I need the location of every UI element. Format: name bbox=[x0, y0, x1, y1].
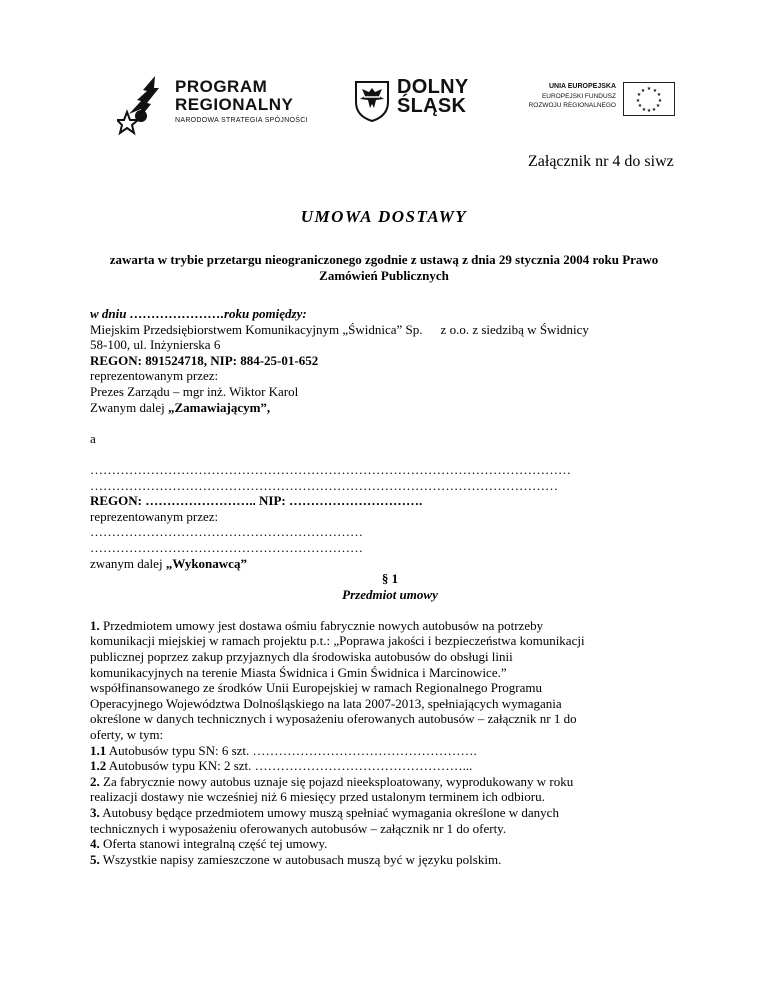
line-text: Autobusy będące przedmiotem umowy muszą spełniać wymagania określone w danych bbox=[99, 805, 559, 820]
called-wykonawca: „Wykonawcą” bbox=[165, 555, 247, 571]
svg-text:★: ★ bbox=[655, 103, 661, 109]
item-number: 1.2 bbox=[90, 758, 107, 774]
program-label: PROGRAM bbox=[175, 77, 268, 96]
section-line bbox=[90, 696, 690, 712]
item-number: 3. bbox=[90, 805, 100, 820]
slask-label: ŚLĄSK bbox=[397, 95, 467, 117]
svg-text:★: ★ bbox=[635, 98, 641, 104]
line-text: komunikacyjnych na terenie Miasta Świdnica i Gmin Świdnica i Marcinowice.” bbox=[90, 664, 507, 680]
svg-text:★: ★ bbox=[636, 92, 642, 98]
line-text: Przedmiotem umowy jest dostawa ośmiu fabrycznie nowych autobusów na potrzeby bbox=[99, 617, 544, 633]
unia-europejska-logo bbox=[520, 82, 690, 122]
represented-by-2: reprezentowanym przez: bbox=[90, 508, 219, 524]
representative-blank-1: ……………………………………………………… bbox=[90, 524, 363, 540]
svg-text:★: ★ bbox=[641, 107, 647, 113]
svg-text:★: ★ bbox=[646, 86, 652, 92]
svg-text:★: ★ bbox=[652, 88, 658, 94]
document-subtitle: zawarta w trybie przetargu nieograniczonego zgodnie z ustawą z dnia 29 stycznia 2004 roku Prawo Zamówień Publicznych bbox=[109, 252, 659, 283]
dolny-slask-logo bbox=[354, 78, 474, 128]
section-line bbox=[90, 618, 690, 634]
header-logos bbox=[0, 60, 768, 140]
section-line bbox=[90, 758, 690, 774]
section-line bbox=[90, 774, 690, 790]
svg-text:★: ★ bbox=[656, 92, 662, 98]
strategy-label: NARODOWA STRATEGIA SPÓJNOŚCI bbox=[175, 117, 308, 124]
annex-label: Załącznik nr 4 do siwz bbox=[528, 153, 674, 170]
and-word: a bbox=[90, 430, 96, 446]
eu-flag-icon bbox=[623, 82, 675, 116]
item-number: 4. bbox=[90, 836, 100, 852]
represented-by: reprezentowanym przez: bbox=[90, 368, 219, 384]
ue-label: UNIA EUROPEJSKA bbox=[548, 83, 616, 90]
section-line bbox=[90, 805, 690, 821]
zamawiajacy-seat: z o.o. z siedzibą w Świdnicy bbox=[440, 321, 589, 337]
section-line bbox=[90, 836, 690, 852]
called2-prefix: zwanym dalej bbox=[90, 555, 166, 571]
line-text: Autobusów typu SN: 6 szt. ……………………………………………. bbox=[106, 742, 477, 758]
zamawiajacy-name-line bbox=[90, 322, 690, 338]
line-text: Wszystkie napisy zamieszczone w autobusach muszą być w języku polskim. bbox=[99, 851, 502, 867]
svg-text:★: ★ bbox=[657, 98, 663, 104]
representative-blank-2: ……………………………………………………… bbox=[90, 539, 363, 555]
eagle-shield-icon bbox=[354, 80, 390, 122]
called-zamawiajacy: „Zamawiającym”, bbox=[167, 399, 271, 415]
line-text: publicznej poprzez zakup przyjaznych dla środowiska autobusów do obsługi linii bbox=[90, 649, 513, 665]
line-text: Oferta stanowi integralną część tej umowy. bbox=[99, 836, 328, 852]
section-line bbox=[90, 743, 690, 759]
zamawiajacy-name: Miejskim Przedsiębiorstwem Komunikacyjnym „Świdnica” Sp. bbox=[90, 321, 423, 337]
program-regionalny-logo bbox=[117, 74, 327, 138]
line-text: Operacyjnego Województwa Dolnośląskiego na lata 2007-2013, spełniających wymagania bbox=[90, 695, 562, 711]
date-line: w dniu ………………….roku pomiędzy: bbox=[90, 306, 307, 321]
line-text: komunikacji miejskiej w ramach projektu p.t.: „Poprawa jakości i bezpieczeństwa komunikacji bbox=[90, 633, 585, 649]
item-number: 5. bbox=[90, 851, 100, 867]
section-line bbox=[90, 680, 690, 696]
wykonawca-blank-line-2: ……………………………………………………………………………………………… bbox=[90, 477, 558, 493]
president-line: Prezes Zarządu – mgr inż. Wiktor Karol bbox=[90, 383, 299, 399]
item-number: 1.1 bbox=[90, 742, 107, 758]
called-wykonawca-line bbox=[90, 556, 690, 572]
section-line bbox=[90, 633, 690, 649]
line-text: współfinansowanego ze środków Unii Europejskiej w ramach Regionalnego Programu bbox=[90, 680, 543, 696]
section-line bbox=[90, 649, 690, 665]
ue-fund-label: EUROPEJSKI FUNDUSZ bbox=[541, 93, 616, 100]
zamawiajacy-ids: REGON: 891524718, NIP: 884-25-01-652 bbox=[90, 352, 319, 368]
wykonawca-ids: REGON: …………………….. NIP: …………………………. bbox=[90, 493, 423, 509]
svg-text:★: ★ bbox=[640, 88, 646, 94]
section-line bbox=[90, 789, 690, 805]
line-text: oferty, w tym: bbox=[90, 727, 164, 743]
zamawiajacy-address: 58-100, ul. Inżynierska 6 bbox=[90, 337, 221, 353]
svg-text:★: ★ bbox=[637, 103, 643, 109]
ue-regional-label: ROZWOJU REGIONALNEGO bbox=[528, 102, 616, 109]
item-number: 2. bbox=[90, 773, 100, 789]
called-prefix: Zwanym dalej bbox=[90, 399, 168, 415]
section-heading: Przedmiot umowy bbox=[342, 586, 438, 602]
svg-text:★: ★ bbox=[646, 108, 652, 114]
regionalny-label: REGIONALNY bbox=[175, 95, 294, 114]
section-paragraphs bbox=[90, 618, 690, 868]
star-figure-icon bbox=[117, 74, 167, 136]
called-zamawiajacy-line bbox=[90, 400, 690, 416]
item-number: 1. bbox=[90, 617, 100, 633]
section-line bbox=[90, 727, 690, 743]
section-line bbox=[90, 852, 690, 868]
dolny-label: DOLNY bbox=[397, 76, 469, 98]
svg-text:★: ★ bbox=[651, 107, 657, 113]
section-line bbox=[90, 665, 690, 681]
line-text: technicznych i wyposażeniu oferowanych autobusów – załącznik nr 1 do oferty. bbox=[90, 820, 507, 836]
line-text: Za fabrycznie nowy autobus uznaje się pojazd nieeksploatowany, wyprodukowany w roku bbox=[99, 773, 574, 789]
line-text: realizacji dostawy nie wcześniej niż 6 miesięcy przed ustalonym terminem ich odbioru. bbox=[90, 789, 545, 805]
document-title: UMOWA DOSTAWY bbox=[300, 207, 468, 226]
wykonawca-blank-line-1: ………………………………………………………………………………………………… bbox=[90, 461, 571, 477]
line-text: Autobusów typu KN: 2 szt. …………………………………………... bbox=[106, 758, 473, 774]
section-line bbox=[90, 711, 690, 727]
section-line bbox=[90, 821, 690, 837]
contract-body bbox=[90, 306, 690, 867]
section-number: § 1 bbox=[381, 571, 399, 587]
line-text: określone w danych technicznych i wyposażeniu oferowanych autobusów – załącznik nr 1 do bbox=[90, 711, 577, 727]
